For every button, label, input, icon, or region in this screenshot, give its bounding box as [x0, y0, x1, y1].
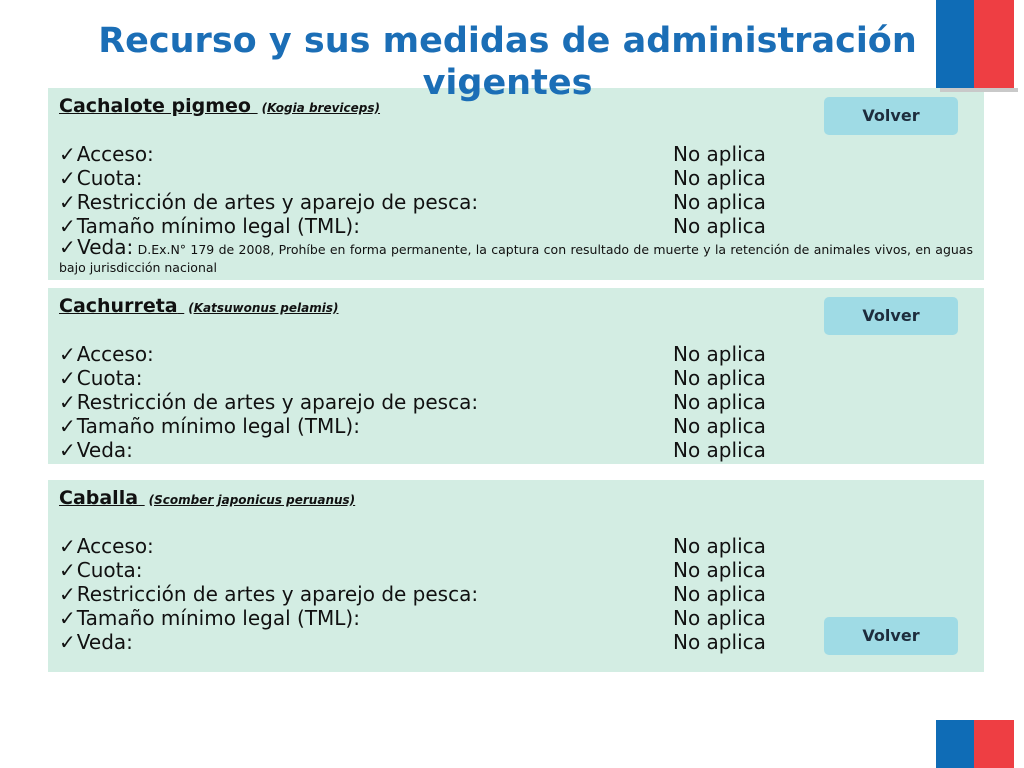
- measure-label: Tamaño mínimo legal (TML):: [76, 214, 360, 238]
- check-icon: ✓: [59, 366, 76, 390]
- volver-button[interactable]: Volver: [824, 297, 958, 335]
- measure-label: Restricción de artes y aparejo de pesca:: [76, 582, 479, 606]
- species-heading: [59, 295, 338, 317]
- check-icon: ✓: [59, 390, 76, 414]
- measure-label: Tamaño mínimo legal (TML):: [76, 414, 360, 438]
- species-name: Cachurreta: [59, 295, 178, 317]
- check-icon: ✓: [59, 534, 76, 558]
- check-icon: ✓: [59, 142, 76, 166]
- measure-row-tml: [59, 606, 973, 630]
- measure-label: Acceso:: [76, 342, 154, 366]
- page-title: Recurso y sus medidas de administración vigentes: [98, 21, 917, 103]
- measure-label: Cuota:: [76, 166, 143, 190]
- measure-value: No aplica: [673, 390, 766, 414]
- check-icon: ✓: [59, 235, 77, 259]
- measure-value: No aplica: [673, 582, 766, 606]
- species-heading: [59, 487, 355, 509]
- measure-value: No aplica: [673, 142, 766, 166]
- measure-value: No aplica: [673, 438, 766, 462]
- check-icon: ✓: [59, 606, 76, 630]
- species-panel-cachalote-pigmeo: [48, 88, 984, 280]
- measure-label: Restricción de artes y aparejo de pesca:: [76, 190, 479, 214]
- measure-label: Veda:: [76, 438, 133, 462]
- chile-flag-logo-top: [936, 0, 1014, 88]
- chile-flag-logo-bottom: [936, 720, 1014, 768]
- check-icon: ✓: [59, 558, 76, 582]
- measure-label: Acceso:: [76, 534, 154, 558]
- check-icon: ✓: [59, 630, 76, 654]
- measure-row-veda: [59, 438, 973, 462]
- flag-red-stripe: [974, 720, 1014, 768]
- species-name: Caballa: [59, 487, 139, 509]
- check-icon: ✓: [59, 342, 76, 366]
- measure-label: Cuota:: [76, 558, 143, 582]
- measure-value: No aplica: [673, 606, 766, 630]
- check-icon: ✓: [59, 190, 76, 214]
- measure-value: No aplica: [673, 214, 766, 238]
- flag-red-stripe: [974, 0, 1014, 88]
- measure-value: No aplica: [673, 630, 766, 654]
- measure-row-tml: [59, 414, 973, 438]
- measure-value: No aplica: [673, 414, 766, 438]
- check-icon: ✓: [59, 582, 76, 606]
- volver-button[interactable]: Volver: [824, 617, 958, 655]
- measure-row-veda: [59, 630, 973, 654]
- scientific-name: (Katsuwonus pelamis): [188, 301, 339, 315]
- species-panel-cachurreta: [48, 288, 984, 464]
- check-icon: ✓: [59, 438, 76, 462]
- measure-label: Restricción de artes y aparejo de pesca:: [76, 390, 479, 414]
- measure-row-restriccion: [59, 582, 973, 606]
- measure-row-acceso: [59, 342, 973, 366]
- measure-row-tml: [59, 214, 973, 238]
- volver-button[interactable]: Volver: [824, 97, 958, 135]
- measure-label: Acceso:: [76, 142, 154, 166]
- flag-blue-stripe: [936, 720, 974, 768]
- measure-row-veda: [59, 235, 973, 277]
- measure-value: No aplica: [673, 534, 766, 558]
- check-icon: ✓: [59, 166, 76, 190]
- measure-value: No aplica: [673, 190, 766, 214]
- scientific-name: (Scomber japonicus peruanus): [148, 493, 356, 507]
- measure-label: Tamaño mínimo legal (TML):: [76, 606, 360, 630]
- species-panel-caballa: [48, 480, 984, 672]
- measure-value: No aplica: [673, 558, 766, 582]
- check-icon: ✓: [59, 414, 76, 438]
- species-name: Cachalote pigmeo: [59, 95, 251, 117]
- measure-row-cuota: [59, 366, 973, 390]
- flag-blue-stripe: [936, 0, 974, 88]
- measure-value: No aplica: [673, 166, 766, 190]
- measure-label: Veda:: [76, 630, 133, 654]
- measure-row-cuota: [59, 558, 973, 582]
- measure-row-restriccion: [59, 390, 973, 414]
- flag-shadow: [940, 88, 1018, 92]
- measure-label: Cuota:: [76, 366, 143, 390]
- measures-list: [59, 342, 973, 462]
- measure-row-cuota: [59, 166, 973, 190]
- measures-list: [59, 534, 973, 654]
- measure-value: No aplica: [673, 342, 766, 366]
- check-icon: ✓: [59, 214, 76, 238]
- measures-list: [59, 142, 973, 238]
- measure-value: No aplica: [673, 366, 766, 390]
- measure-label: Veda:: [77, 235, 134, 259]
- measure-row-restriccion: [59, 190, 973, 214]
- measure-row-acceso: [59, 534, 973, 558]
- veda-detail-text: D.Ex.N° 179 de 2008, Prohíbe en forma permanente, la captura con resultado de muerte y la retención de animales vivos, en aguas bajo jurisdicción nacional: [59, 242, 973, 275]
- scientific-name: (Kogia breviceps): [261, 101, 381, 115]
- measure-row-acceso: [59, 142, 973, 166]
